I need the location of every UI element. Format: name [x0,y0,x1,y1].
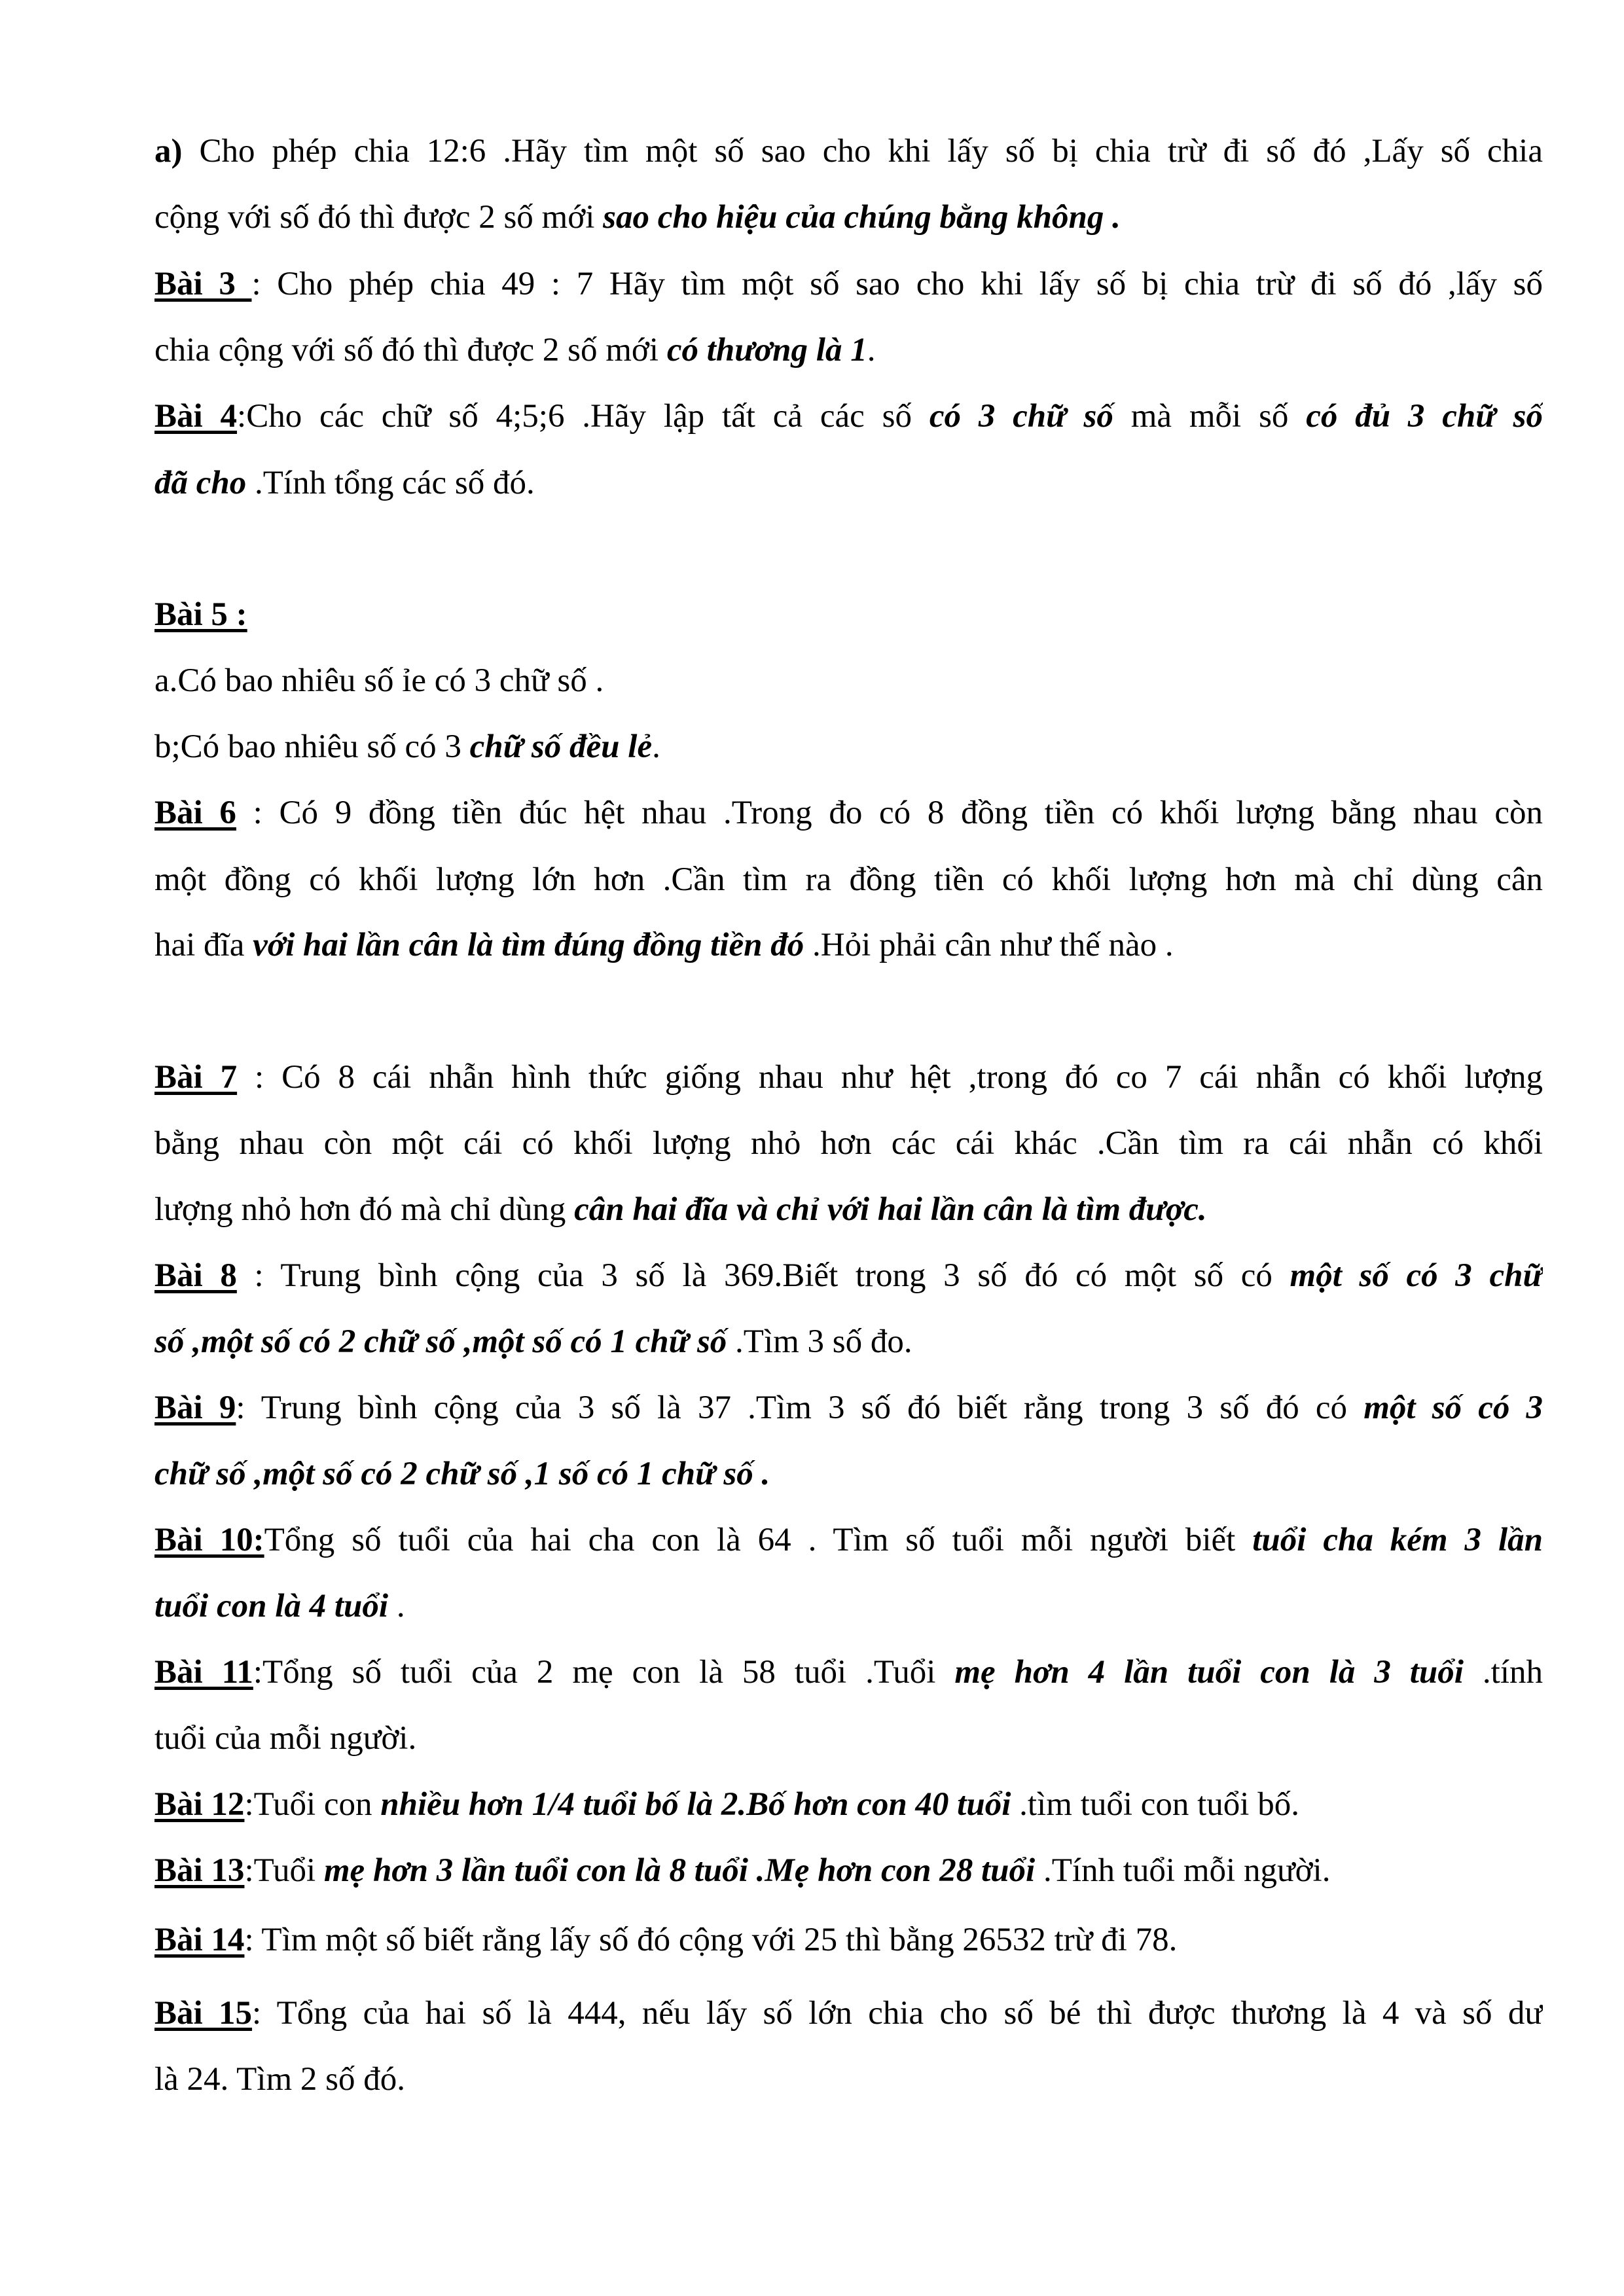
exercise-13-line-1: Bài 13:Tuổi mẹ hơn 3 lần tuổi con là 8 tuổi .Mẹ hơn con 28 tuổi .Tính tuổi mỗi người. [154,1852,1331,1889]
exercise-12-label: Bài 12 [154,1786,245,1823]
exercise-15-line-1: Bài 15: Tổng của hai số là 444, nếu lấy số lớn chia cho số bé thì được thương là 4 và số dư [154,1995,1543,2032]
exercise-14-line-1: Bài 14: Tìm một số biết rằng lấy số đó cộng với 25 thì bằng 26532 trừ đi 78. [154,1922,1178,1958]
exercise-a-line-1: a) Cho phép chia 12:6 .Hãy tìm một số sao cho khi lấy số bị chia trừ đi số đó ,Lấy số chia [154,133,1543,170]
exercise-10-label: Bài 10: [154,1522,264,1558]
exercise-6-label: Bài 6 [154,795,236,831]
exercise-11-line-2: tuổi của mỗi người. [154,1720,417,1757]
exercise-5-part-a: a.Có bao nhiêu số ỉe có 3 chữ số . [154,662,604,699]
exercise-10-line-2: tuổi con là 4 tuổi . [154,1588,405,1624]
exercise-7-label: Bài 7 [154,1059,238,1096]
exercise-a-line-2: cộng với số đó thì được 2 số mới sao cho hiệu của chúng bằng không . [154,199,1121,236]
exercise-8-line-2: số ,một số có 2 chữ số ,một số có 1 chữ số .Tìm 3 số đo. [154,1323,912,1360]
exercise-6-line-2: một đồng có khối lượng lớn hơn .Cần tìm ra đồng tiền có khối lượng hơn mà chỉ dùng cân [154,861,1543,898]
exercise-11-line-1: Bài 11:Tổng số tuổi của 2 mẹ con là 58 tuổi .Tuổi mẹ hơn 4 lần tuổi con là 3 tuổi .tính [154,1654,1543,1691]
exercise-5-label: Bài 5 : [154,596,247,633]
exercise-7-line-3: lượng nhỏ hơn đó mà chỉ dùng cân hai đĩa và chỉ với hai lần cân là tìm được. [154,1191,1207,1228]
exercise-3-line-1: Bài 3 : Cho phép chia 49 : 7 Hãy tìm một số sao cho khi lấy số bị chia trừ đi số đó ,lấy số [154,266,1543,302]
exercise-8-line-1: Bài 8 : Trung bình cộng của 3 số là 369.Biết trong 3 số đó có một số có một số có 3 chữ [154,1257,1543,1294]
exercise-9-line-1: Bài 9: Trung bình cộng của 3 số là 37 .Tìm 3 số đó biết rằng trong 3 số đó có một số có 3 [154,1390,1543,1426]
exercise-5-heading [154,582,1543,647]
exercise-4-line-2: đã cho .Tính tổng các số đó. [154,465,535,501]
exercise-a-label: a) [154,133,183,170]
exercise-6-line-3: hai đĩa với hai lần cân là tìm đúng đồng tiền đó .Hỏi phải cân như thế nào . [154,927,1174,963]
exercise-9-line-2: chữ số ,một số có 2 chữ số ,1 số có 1 chữ số . [154,1456,770,1492]
exercise-7-line-2: bằng nhau còn một cái có khối lượng nhỏ hơn các cái khác .Cần tìm ra cái nhẫn có khối [154,1125,1543,1162]
exercise-4-line-1: Bài 4:Cho các chữ số 4;5;6 .Hãy lập tất cả các số có 3 chữ số mà mỗi số có đủ 3 chữ số [154,398,1543,435]
exercise-15-line-2: là 24. Tìm 2 số đó. [154,2061,405,2098]
exercise-5-part-b: b;Có bao nhiêu số có 3 chữ số đều lẻ. [154,728,660,765]
exercise-6-line-1: Bài 6 : Có 9 đồng tiền đúc hệt nhau .Trong đo có 8 đồng tiền có khối lượng bằng nhau còn [154,795,1543,831]
exercise-15-label: Bài 15 [154,1995,253,2032]
exercise-14-label: Bài 14 [154,1922,245,1958]
exercise-13-label: Bài 13 [154,1852,245,1889]
exercise-9-label: Bài 9 [154,1390,236,1426]
exercise-3-label: Bài 3 [154,266,252,302]
exercise-7-line-1: Bài 7 : Có 8 cái nhẫn hình thức giống nhau như hệt ,trong đó co 7 cái nhẫn có khối lượng [154,1059,1543,1096]
exercise-4-label: Bài 4 [154,398,238,435]
exercise-8-label: Bài 8 [154,1257,237,1294]
exercise-12-line-1: Bài 12:Tuổi con nhiều hơn 1/4 tuổi bố là 2.Bố hơn con 40 tuổi .tìm tuổi con tuổi bố. [154,1786,1299,1823]
exercise-3-line-2: chia cộng với số đó thì được 2 số mới có thương là 1. [154,332,876,368]
exercise-10-line-1: Bài 10:Tổng số tuổi của hai cha con là 64 . Tìm số tuổi mỗi người biết tuổi cha kém 3 lần [154,1522,1543,1558]
exercise-11-label: Bài 11 [154,1654,253,1691]
